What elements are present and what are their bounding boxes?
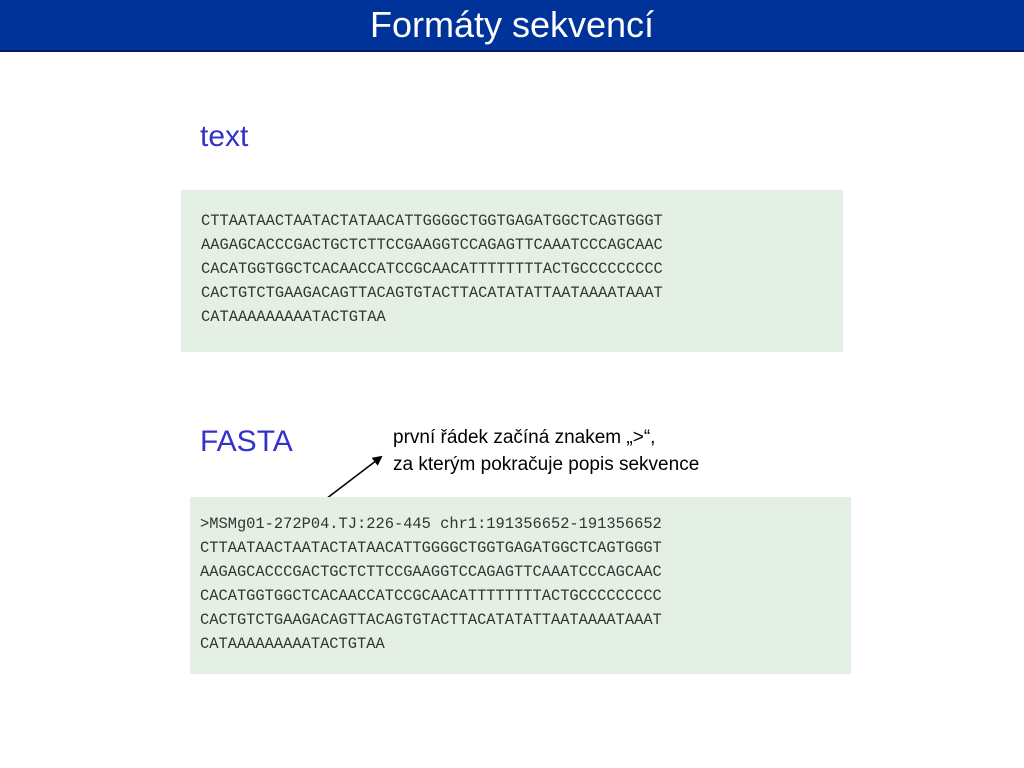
slide-title: Formáty sekvencí <box>369 4 655 45</box>
fasta-format-heading: FASTA <box>200 425 293 458</box>
sequence-line: CATAAAAAAAAATACTGTAA <box>200 635 385 653</box>
sequence-line: CTTAATAACTAATACTATAACATTGGGGCTGGTGAGATGGCTCAGTGGGT <box>201 212 663 230</box>
sequence-line: CACTGTCTGAAGACAGTTACAGTGTACTTACATATATTAATAAAATAAAT <box>200 611 662 629</box>
annotation-line: první řádek začíná znakem „>“, <box>393 427 656 448</box>
sequence-line: CATAAAAAAAAATACTGTAA <box>201 308 386 326</box>
sequence-line: AAGAGCACCCGACTGCTCTTCCGAAGGTCCAGAGTTCAAATCCCAGCAAC <box>200 563 662 581</box>
text-sequence-box <box>181 190 843 352</box>
sequence-line: CACATGGTGGCTCACAACCATCCGCAACATTTTTTTTACTGCCCCCCCCC <box>200 587 662 605</box>
title-bar <box>0 0 1024 52</box>
fasta-sequence-box <box>190 497 851 674</box>
fasta-annotation <box>393 424 699 478</box>
annotation-line: za kterým pokračuje popis sekvence <box>393 454 700 475</box>
sequence-line: CACTGTCTGAAGACAGTTACAGTGTACTTACATATATTAATAAAATAAAT <box>201 284 663 302</box>
fasta-header-line: >MSMg01-272P04.TJ:226-445 chr1:191356652-191356652 <box>200 515 662 533</box>
sequence-line: AAGAGCACCCGACTGCTCTTCCGAAGGTCCAGAGTTCAAATCCCAGCAAC <box>201 236 663 254</box>
sequence-line: CTTAATAACTAATACTATAACATTGGGGCTGGTGAGATGGCTCAGTGGGT <box>200 539 662 557</box>
sequence-line: CACATGGTGGCTCACAACCATCCGCAACATTTTTTTTACTGCCCCCCCCC <box>201 260 663 278</box>
text-format-heading: text <box>200 120 249 153</box>
